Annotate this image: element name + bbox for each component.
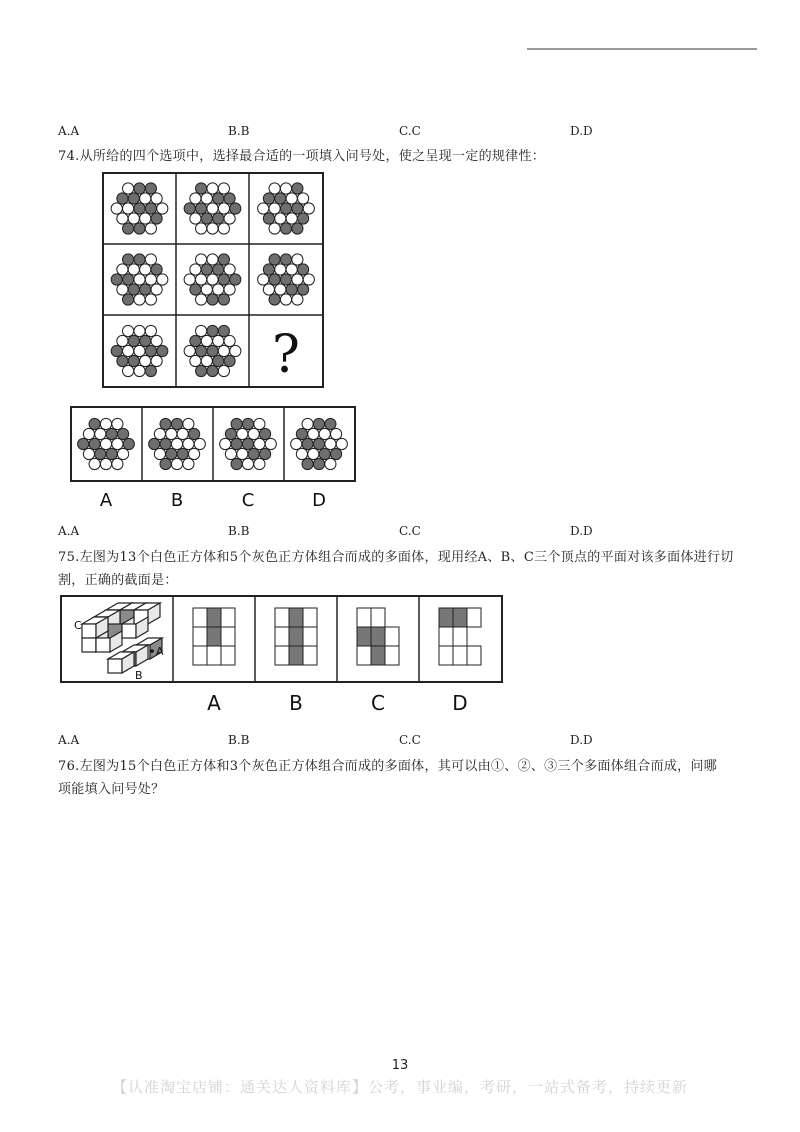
cluster-circle <box>260 428 271 439</box>
q75-figure-strip <box>60 595 503 683</box>
cluster-circle <box>218 325 229 336</box>
cluster-circle <box>207 183 218 194</box>
cluster-circle <box>196 294 207 305</box>
q74-option-d[interactable]: D.D <box>570 524 593 538</box>
cluster-circle <box>218 365 229 376</box>
cluster-circle <box>123 274 134 285</box>
cluster-circle <box>95 428 106 439</box>
cluster-circle <box>134 203 145 214</box>
cluster-circle <box>292 274 303 285</box>
cluster-circle <box>292 183 303 194</box>
cluster-circle <box>231 438 242 449</box>
cluster-circle <box>145 345 156 356</box>
cluster-circle <box>106 448 117 459</box>
q75-label-b: B <box>289 691 303 715</box>
cluster-circle <box>269 203 280 214</box>
cluster-circle <box>196 274 207 285</box>
cluster-circle <box>190 355 201 366</box>
cluster-circle <box>313 418 324 429</box>
q75-vertex-c: C <box>74 619 82 632</box>
cluster-circle <box>189 448 200 459</box>
cluster-circle <box>280 223 291 234</box>
cluster-circle <box>177 448 188 459</box>
q74-puzzle-grid <box>102 172 324 388</box>
cluster-circle <box>302 458 313 469</box>
cluster-circle <box>145 365 156 376</box>
cluster-circle <box>213 213 224 224</box>
cluster-circle <box>325 458 336 469</box>
cluster-circle <box>157 345 168 356</box>
cluster-circle <box>149 438 160 449</box>
cluster-circle <box>296 428 307 439</box>
cluster-circle <box>166 448 177 459</box>
cluster-circle <box>225 448 236 459</box>
cluster-circle <box>196 183 207 194</box>
q76-question-line2: 项能填入问号处？ <box>58 782 165 797</box>
cluster-circle <box>207 274 218 285</box>
cluster-circle <box>258 274 269 285</box>
cluster-circle <box>302 438 313 449</box>
cluster-circle <box>286 213 297 224</box>
cluster-circle <box>242 418 253 429</box>
cluster-circle <box>134 274 145 285</box>
cluster-circle <box>242 438 253 449</box>
cluster-circle <box>201 355 212 366</box>
cluster-circle <box>213 355 224 366</box>
cluster-circle <box>95 448 106 459</box>
cluster-circle <box>286 284 297 295</box>
cluster-circle <box>292 223 303 234</box>
cluster-circle <box>269 274 280 285</box>
cluster-circle <box>128 355 139 366</box>
cluster-circle <box>269 223 280 234</box>
cluster-circle <box>157 203 168 214</box>
cluster-circle <box>237 428 248 439</box>
cluster-circle <box>213 335 224 346</box>
cluster-circle <box>111 345 122 356</box>
cluster-circle <box>275 193 286 204</box>
cluster-circle <box>160 418 171 429</box>
cluster-circle <box>319 448 330 459</box>
q75-option-a[interactable]: A.A <box>58 733 80 747</box>
cluster-circle <box>117 284 128 295</box>
q73-option-b[interactable]: B.B <box>228 124 250 138</box>
cluster-circle <box>134 294 145 305</box>
cluster-circle <box>286 264 297 275</box>
cluster-circle <box>207 254 218 265</box>
cluster-circle <box>154 448 165 459</box>
cluster-circle <box>83 428 94 439</box>
q74-question-mark: ? <box>272 325 300 385</box>
cluster-circle <box>207 203 218 214</box>
cluster-circle <box>265 438 276 449</box>
cluster-circle <box>171 458 182 469</box>
cluster-circle <box>248 448 259 459</box>
cluster-circle <box>218 294 229 305</box>
cluster-circle <box>128 284 139 295</box>
q74-question: 74.从所给的四个选项中，选择最合适的一项填入问号处，使之呈现一定的规律性： <box>58 149 546 164</box>
q75-option-b-grid <box>275 608 317 665</box>
cluster-circle <box>117 213 128 224</box>
cluster-circle <box>207 365 218 376</box>
cluster-circle <box>123 438 134 449</box>
cluster-circle <box>296 448 307 459</box>
cluster-circle <box>123 345 134 356</box>
cluster-circle <box>280 274 291 285</box>
cluster-circle <box>111 203 122 214</box>
cluster-circle <box>190 284 201 295</box>
q75-label-d: D <box>452 691 468 715</box>
cluster-circle <box>298 193 309 204</box>
q75-label-c: C <box>371 691 385 715</box>
cluster-circle <box>123 254 134 265</box>
cluster-circle <box>230 345 241 356</box>
cluster-circle <box>166 428 177 439</box>
cluster-circle <box>292 294 303 305</box>
cluster-circle <box>89 458 100 469</box>
cluster-circle <box>231 458 242 469</box>
q74-label-d: D <box>312 490 326 511</box>
q73-option-a[interactable]: A.A <box>58 124 80 138</box>
q74-options <box>58 524 758 542</box>
cluster-circle <box>134 345 145 356</box>
cluster-circle <box>298 213 309 224</box>
cluster-circle <box>123 294 134 305</box>
q75-option-labels <box>173 688 503 716</box>
cluster-circle <box>313 438 324 449</box>
cluster-circle <box>140 284 151 295</box>
q74-option-b[interactable]: B.B <box>228 524 250 538</box>
cluster-circle <box>151 335 162 346</box>
cluster-circle <box>83 448 94 459</box>
q75-option-a-grid <box>193 608 235 665</box>
cluster-circle <box>218 274 229 285</box>
cluster-circle <box>140 335 151 346</box>
cluster-circle <box>254 438 265 449</box>
cluster-circle <box>117 335 128 346</box>
cluster-circle <box>145 274 156 285</box>
cluster-circle <box>196 345 207 356</box>
cluster-circle <box>151 355 162 366</box>
q74-label-a: A <box>99 490 113 511</box>
q75-option-c[interactable]: C.C <box>399 733 421 747</box>
cluster-circle <box>183 458 194 469</box>
cluster-circle <box>224 193 235 204</box>
header-rule <box>527 48 757 50</box>
cluster-circle <box>160 458 171 469</box>
cluster-circle <box>218 254 229 265</box>
cluster-circle <box>151 193 162 204</box>
footer-watermark: 【认准淘宝店铺：通关达人资料库】公考，事业编，考研，一站式备考，持续更新 <box>111 1078 688 1096</box>
cluster-circle <box>303 274 314 285</box>
q74-label-b: B <box>170 490 184 511</box>
cluster-circle <box>140 213 151 224</box>
cluster-circle <box>134 254 145 265</box>
q75-option-d[interactable]: D.D <box>570 733 593 747</box>
cluster-circle <box>194 438 205 449</box>
cluster-circle <box>190 193 201 204</box>
cluster-circle <box>286 193 297 204</box>
cluster-circle <box>190 264 201 275</box>
cluster-circle <box>140 355 151 366</box>
cluster-circle <box>224 284 235 295</box>
cluster-circle <box>134 325 145 336</box>
cluster-circle <box>128 193 139 204</box>
q75-question-line1: 75.左图为13个白色正方体和5个灰色正方体组合而成的多面体，现用经A、B、C三个顶点的平面对该多面体进行切 <box>58 550 734 565</box>
cluster-circle <box>303 203 314 214</box>
cluster-circle <box>184 274 195 285</box>
cluster-circle <box>313 458 324 469</box>
cluster-circle <box>183 418 194 429</box>
cluster-circle <box>128 335 139 346</box>
cluster-circle <box>171 438 182 449</box>
cluster-circle <box>218 345 229 356</box>
cluster-circle <box>201 264 212 275</box>
cluster-circle <box>213 284 224 295</box>
cluster-circle <box>331 428 342 439</box>
cluster-circle <box>117 355 128 366</box>
cluster-circle <box>106 428 117 439</box>
cluster-circle <box>201 335 212 346</box>
cluster-circle <box>280 294 291 305</box>
cluster-circle <box>112 438 123 449</box>
cluster-circle <box>123 183 134 194</box>
cluster-circle <box>207 223 218 234</box>
cluster-circle <box>145 294 156 305</box>
cluster-circle <box>298 284 309 295</box>
cluster-circle <box>269 183 280 194</box>
cluster-circle <box>117 193 128 204</box>
cluster-circle <box>292 203 303 214</box>
cluster-circle <box>151 284 162 295</box>
cluster-circle <box>154 428 165 439</box>
cluster-circle <box>218 203 229 214</box>
cluster-circle <box>196 223 207 234</box>
cluster-circle <box>100 458 111 469</box>
q75-option-b[interactable]: B.B <box>228 733 250 747</box>
cluster-circle <box>280 183 291 194</box>
cluster-circle <box>254 418 265 429</box>
cluster-circle <box>123 325 134 336</box>
cluster-circle <box>218 183 229 194</box>
cluster-circle <box>275 213 286 224</box>
cluster-circle <box>269 294 280 305</box>
cluster-circle <box>325 418 336 429</box>
cluster-circle <box>123 223 134 234</box>
cluster-circle <box>263 193 274 204</box>
page-number: 13 <box>391 1058 409 1073</box>
cluster-circle <box>78 438 89 449</box>
cluster-circle <box>118 428 129 439</box>
cluster-circle <box>291 438 302 449</box>
cluster-circle <box>275 264 286 275</box>
cluster-circle <box>220 438 231 449</box>
cluster-circle <box>145 223 156 234</box>
cluster-circle <box>224 335 235 346</box>
cluster-circle <box>207 345 218 356</box>
cluster-circle <box>196 365 207 376</box>
cluster-circle <box>263 213 274 224</box>
cluster-circle <box>171 418 182 429</box>
q75-question-line2: 割，正确的截面是： <box>58 573 178 588</box>
cluster-circle <box>151 264 162 275</box>
cluster-circle <box>134 365 145 376</box>
cluster-circle <box>213 264 224 275</box>
cluster-circle <box>123 203 134 214</box>
cluster-circle <box>184 203 195 214</box>
cluster-circle <box>260 448 271 459</box>
cluster-circle <box>201 284 212 295</box>
cluster-circle <box>201 193 212 204</box>
cluster-circle <box>308 448 319 459</box>
cluster-circle <box>157 274 168 285</box>
cluster-circle <box>123 365 134 376</box>
q75-label-a: A <box>207 691 221 715</box>
cluster-circle <box>207 294 218 305</box>
cluster-circle <box>111 274 122 285</box>
cluster-circle <box>242 458 253 469</box>
cluster-circle <box>160 438 171 449</box>
cluster-circle <box>196 203 207 214</box>
cluster-circle <box>89 418 100 429</box>
cluster-circle <box>218 223 229 234</box>
cluster-circle <box>117 264 128 275</box>
cluster-circle <box>189 428 200 439</box>
q75-vertex-a: A <box>156 645 164 658</box>
cluster-circle <box>275 284 286 295</box>
cluster-circle <box>224 264 235 275</box>
q75-vertex-b: B <box>135 669 143 682</box>
cluster-circle <box>183 438 194 449</box>
cluster-circle <box>100 418 111 429</box>
cluster-circle <box>237 448 248 459</box>
cluster-circle <box>140 264 151 275</box>
vertex-a-dot <box>150 649 154 653</box>
cluster-circle <box>112 458 123 469</box>
cluster-circle <box>128 264 139 275</box>
cluster-circle <box>325 438 336 449</box>
cluster-circle <box>263 284 274 295</box>
cluster-circle <box>308 428 319 439</box>
q73-options <box>58 124 758 142</box>
cluster-circle <box>118 448 129 459</box>
cluster-circle <box>213 193 224 204</box>
cluster-circle <box>196 325 207 336</box>
cluster-circle <box>190 335 201 346</box>
cluster-circle <box>298 264 309 275</box>
cluster-circle <box>89 438 100 449</box>
cluster-circle <box>190 213 201 224</box>
cluster-circle <box>269 254 280 265</box>
cluster-circle <box>145 254 156 265</box>
cluster-circle <box>280 254 291 265</box>
cluster-circle <box>319 428 330 439</box>
q74-options-row <box>70 406 356 482</box>
cluster-circle <box>151 213 162 224</box>
cluster-circle <box>100 438 111 449</box>
q74-option-a[interactable]: A.A <box>58 524 80 538</box>
cluster-circle <box>336 438 347 449</box>
cluster-circle <box>231 418 242 429</box>
cluster-circle <box>263 264 274 275</box>
q73-option-d[interactable]: D.D <box>570 124 593 138</box>
cluster-circle <box>230 203 241 214</box>
q74-label-c: C <box>241 490 255 511</box>
cluster-circle <box>145 183 156 194</box>
q76-question-line1: 76.左图为15个白色正方体和3个灰色正方体组合而成的多面体，其可以由①、②、③三个多面体组合而成，问哪 <box>58 759 718 774</box>
cluster-circle <box>302 418 313 429</box>
cluster-circle <box>331 448 342 459</box>
cluster-circle <box>230 274 241 285</box>
cluster-circle <box>292 254 303 265</box>
cluster-circle <box>145 203 156 214</box>
cluster-circle <box>196 254 207 265</box>
cluster-circle <box>248 428 259 439</box>
cluster-circle <box>201 213 212 224</box>
cluster-circle <box>224 355 235 366</box>
cluster-circle <box>224 213 235 224</box>
cluster-circle <box>184 345 195 356</box>
cluster-circle <box>112 418 123 429</box>
q74-option-labels <box>70 486 356 512</box>
q75-options <box>58 733 758 751</box>
cluster-circle <box>128 213 139 224</box>
cluster-circle <box>134 183 145 194</box>
cluster-circle <box>177 428 188 439</box>
cluster-circle <box>207 325 218 336</box>
q74-option-c[interactable]: C.C <box>399 524 421 538</box>
q73-option-c[interactable]: C.C <box>399 124 421 138</box>
cluster-circle <box>254 458 265 469</box>
cluster-circle <box>225 428 236 439</box>
cluster-circle <box>280 203 291 214</box>
cluster-circle <box>134 223 145 234</box>
cluster-circle <box>258 203 269 214</box>
cluster-circle <box>145 325 156 336</box>
cluster-circle <box>140 193 151 204</box>
